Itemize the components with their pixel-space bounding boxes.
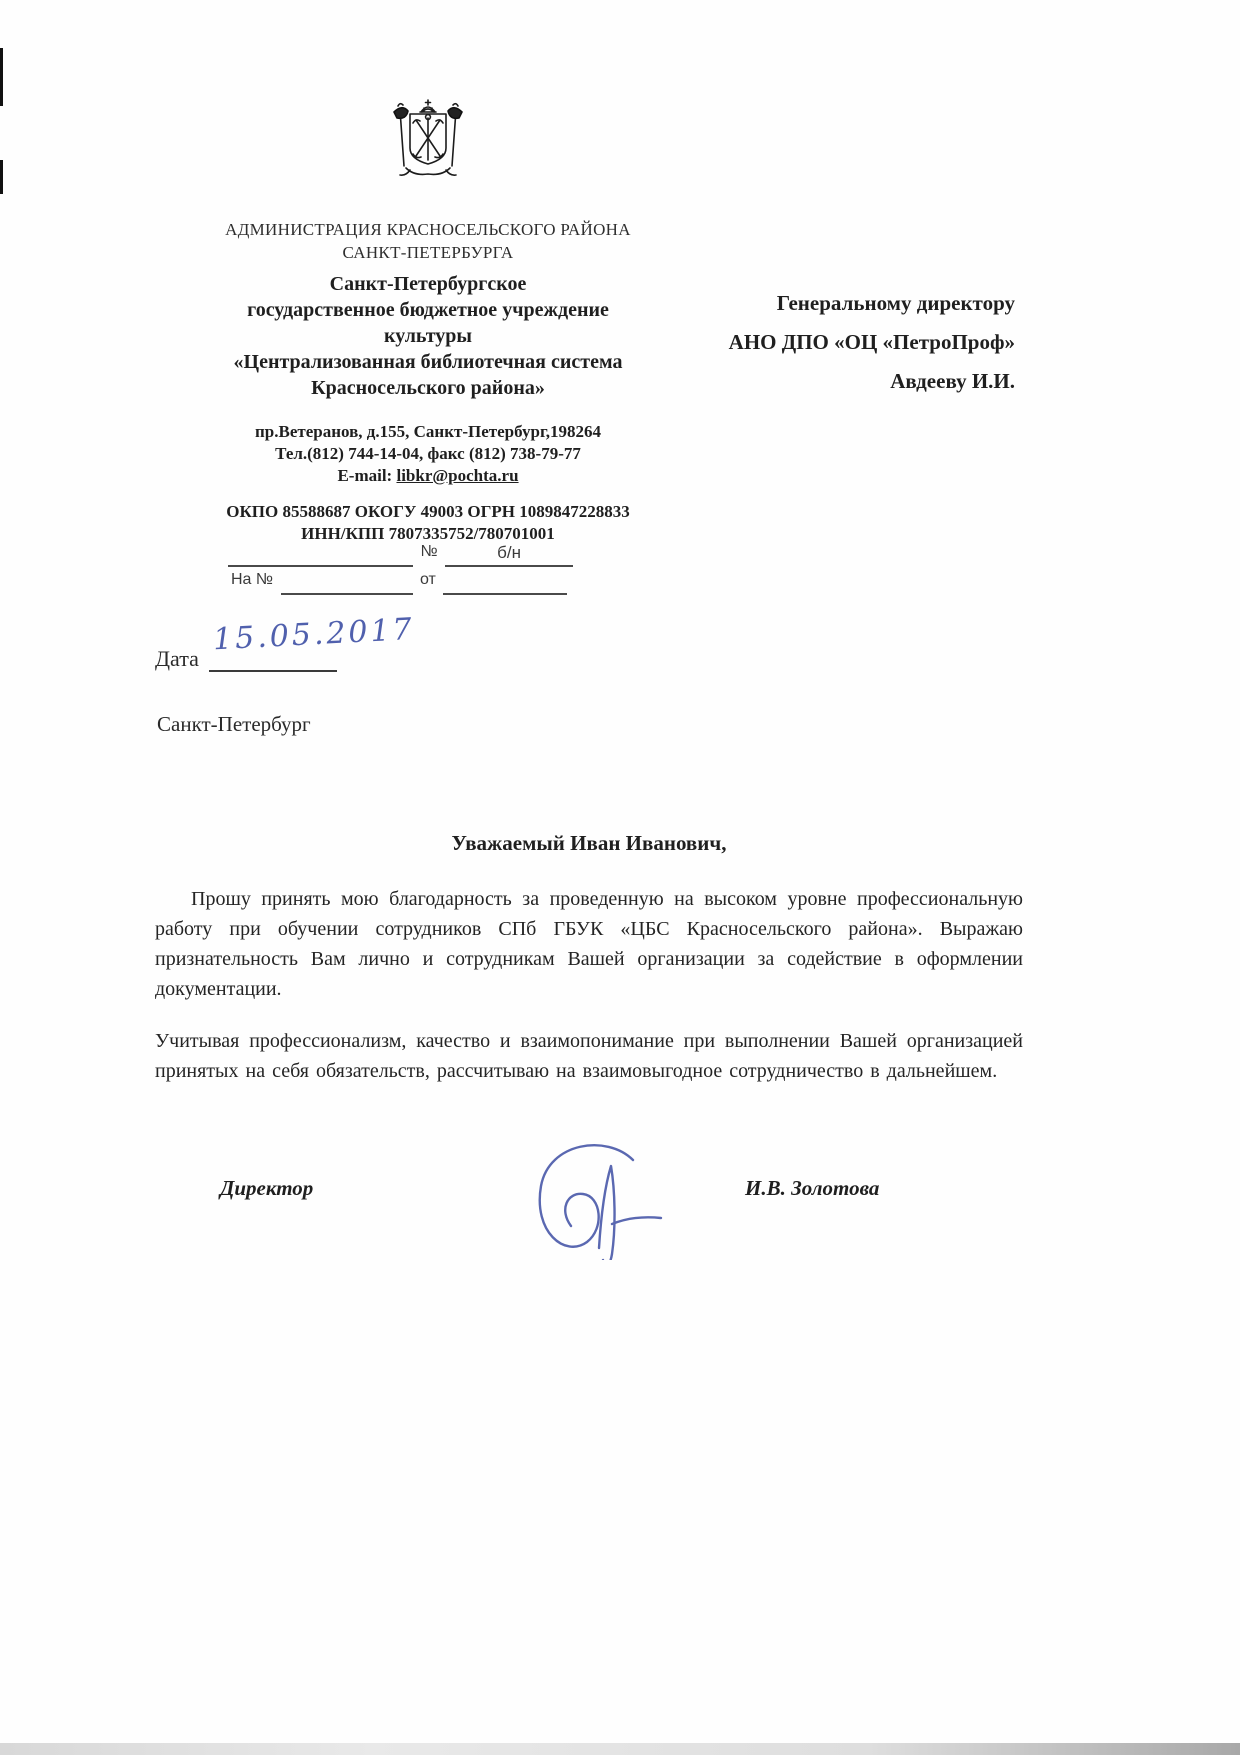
number-sign: № bbox=[420, 543, 438, 560]
incoming-number-blank bbox=[281, 571, 413, 595]
addressee-line: Авдееву И.И. bbox=[890, 369, 1015, 393]
organization-name-line: Санкт-Петербургское bbox=[329, 273, 527, 295]
signature-ink bbox=[515, 1138, 685, 1260]
scan-edge-artifact bbox=[0, 48, 3, 106]
scan-bottom-edge bbox=[0, 1743, 1240, 1755]
from-label: от bbox=[419, 571, 436, 588]
reference-block bbox=[228, 543, 573, 599]
contact-info bbox=[150, 421, 706, 487]
organization-name-line: «Централизованная библиотечная система bbox=[233, 351, 623, 373]
date-underline bbox=[209, 611, 416, 672]
addressee-line: АНО ДПО «ОЦ «ПетроПроф» bbox=[728, 330, 1015, 354]
handwritten-date: 15.05.2017 bbox=[212, 611, 416, 658]
outgoing-number-value: б/н bbox=[445, 543, 573, 567]
incoming-date-blank bbox=[443, 571, 567, 595]
body-paragraph: Учитывая профессионализм, качество и взаимопонимание при выполнении Вашей организацией принятых на себя обязательств, рассчитываю на взаимовыгодное сотрудничество в дальнейшем. bbox=[155, 1030, 1023, 1082]
email-line bbox=[150, 465, 706, 487]
address-line: пр.Ветеранов, д.155, Санкт-Петербург,198264 bbox=[255, 422, 601, 441]
addressee-line: Генеральному директору bbox=[776, 291, 1015, 315]
codes-line: ИНН/КПП 7807335752/780701001 bbox=[301, 524, 555, 543]
outgoing-number-row bbox=[228, 543, 573, 571]
registration-codes bbox=[150, 501, 706, 545]
organization-name-line: Красносельского района» bbox=[311, 377, 545, 399]
body-paragraph: Прошу принять мою благодарность за проведенную на высоком уровне профессиональную работу при обучении сотрудников СПб ГБУК «ЦБС Красносельского района». Выражаю признательность Вам лично и сотрудникам Вашей организации за содействие в оформлении документации. bbox=[155, 888, 1023, 1000]
city-line: Санкт-Петербург bbox=[157, 712, 311, 736]
organization-name bbox=[150, 271, 706, 401]
codes-line: ОКПО 85588687 ОКОГУ 49003 ОГРН 1089847228833 bbox=[226, 502, 630, 521]
coat-of-arms-icon bbox=[376, 96, 480, 198]
email-label: E-mail: bbox=[337, 466, 397, 485]
date-row bbox=[155, 611, 416, 672]
signature-title: Директор bbox=[220, 1176, 314, 1200]
organization-name-line: культуры bbox=[383, 325, 473, 347]
date-label: Дата bbox=[155, 646, 199, 671]
outgoing-date-blank bbox=[228, 543, 413, 567]
phone-line: Тел.(812) 744-14-04, факс (812) 738-79-77 bbox=[275, 444, 581, 463]
administration-line: АДМИНИСТРАЦИЯ КРАСНОСЕЛЬСКОГО РАЙОНА bbox=[225, 220, 631, 239]
organization-name-line: государственное бюджетное учреждение bbox=[247, 299, 609, 321]
administration-header bbox=[150, 218, 706, 264]
administration-line: САНКТ-ПЕТЕРБУРГА bbox=[342, 243, 514, 262]
email-address: libkr@pochta.ru bbox=[396, 466, 519, 485]
scan-edge-artifact bbox=[0, 160, 3, 194]
addressee-block bbox=[690, 284, 1015, 401]
signature-name: И.В. Золотова bbox=[745, 1176, 880, 1200]
incoming-number-row bbox=[228, 571, 573, 599]
salutation: Уважаемый Иван Иванович, bbox=[451, 831, 727, 855]
on-number-label: На № bbox=[231, 571, 274, 588]
